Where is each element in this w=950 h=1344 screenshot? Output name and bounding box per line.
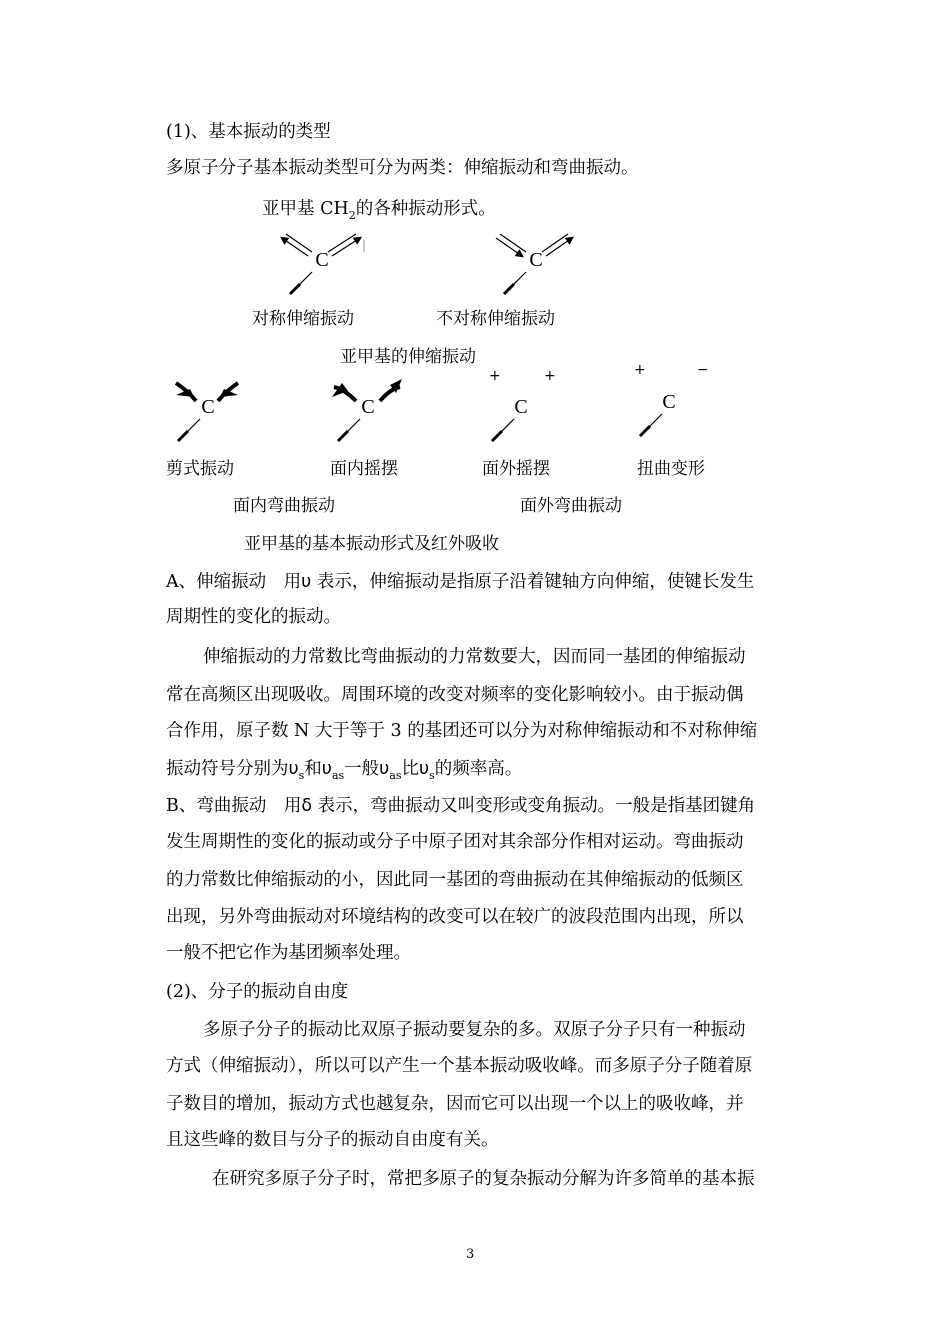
para2-line-2: 方式（伸缩振动），所以可以产生一个基本振动吸收峰。而多原子分子随着原 <box>166 1056 753 1076</box>
section-a-line-6: 振动符号分别为$\upsilon_s$和$\upsilon_{as}$一般$\upsilon_{as}$比$\upsilon_s$的频率高。 <box>166 759 523 782</box>
para2-line-4: 且这些峰的数目与分子的振动自由度有关。 <box>166 1130 499 1150</box>
section-a-text: 表示，伸缩振动是指原子沿着键轴方向伸缩，使键长发生 <box>311 572 755 592</box>
twist-sign-right: − <box>697 362 709 378</box>
twist-sign-left: + <box>634 362 646 378</box>
wag-sign-left: + <box>489 368 501 384</box>
caption-scissoring: 剪式振动 <box>166 459 234 479</box>
section-b-line-3: 的力常数比伸缩振动的小，因此同一基团的弯曲振动在其伸缩振动的低频区 <box>166 870 744 890</box>
para2-line-3: 子数目的增加，振动方式也越复杂，因而它可以出现一个以上的吸收峰，并 <box>166 1094 744 1114</box>
section-b-line-5: 一般不把它作为基团频率处理。 <box>166 943 411 963</box>
atom-label-c1: C <box>315 249 329 271</box>
scissoring-figure <box>166 375 246 447</box>
section-b-label: B、弯曲振动 用 <box>166 796 302 816</box>
rocking-figure <box>326 375 406 447</box>
intro-text: 多原子分子基本振动类型可分为两类：伸缩振动和弯曲振动。 <box>166 158 639 178</box>
wag-sign-right: + <box>544 368 556 384</box>
atom-label-c3: C <box>201 396 215 418</box>
section-b-text: 表示，弯曲振动又叫变形或变角振动。一般是指基团键角 <box>312 796 756 816</box>
caption-stretch-group: 亚甲基的伸缩振动 <box>340 347 476 367</box>
para2-line-1: 多原子分子的振动比双原子振动要复杂的多。双原子分子只有一种振动 <box>203 1020 746 1040</box>
caption-wagging: 面外摇摆 <box>482 459 550 479</box>
section-b-line-4: 出现，另外弯曲振动对环境结构的改变可以在较广的波段范围内出现，所以 <box>166 907 744 927</box>
para3-line-1: 在研究多原子分子时，常把多原子的复杂振动分解为许多简单的基本振 <box>212 1169 755 1189</box>
wagging-figure <box>486 375 546 447</box>
section-a-line-2: 周期性的变化的振动。 <box>166 607 341 627</box>
caption-out-of-plane-bending: 面外弯曲振动 <box>520 496 622 516</box>
caption-asymmetric-stretch: 不对称伸缩振动 <box>436 309 555 329</box>
caption-twisting: 扭曲变形 <box>637 459 705 479</box>
figure-title-sub: 2 <box>348 209 356 222</box>
atom-label-c6: C <box>662 391 676 413</box>
asymmetric-stretch-figure <box>486 228 586 300</box>
section-b-line-2: 发生周期性的变化的振动或分子中原子团对其余部分作相对运动。弯曲振动 <box>166 832 744 852</box>
atom-label-c4: C <box>361 396 375 418</box>
nu-symbol: υ <box>301 572 312 592</box>
atom-label-c2: C <box>529 249 543 271</box>
symmetric-stretch-figure <box>272 228 372 300</box>
figure-title-post: 的各种振动形式。 <box>355 199 496 219</box>
section-heading-1: (1)、基本振动的类型 <box>166 122 331 142</box>
section-a-line-3: 伸缩振动的力常数比弯曲振动的力常数要大，因而同一基团的伸缩振动 <box>203 647 746 667</box>
section-a-line-5: 合作用，原子数 N 大于等于 3 的基团还可以分为对称伸缩振动和不对称伸缩 <box>166 721 758 741</box>
section-b-line-1 <box>166 794 755 818</box>
caption-symmetric-stretch: 对称伸缩振动 <box>252 309 354 329</box>
section-a-label: A、伸缩振动 用 <box>166 572 302 592</box>
caption-in-plane-bending: 面内弯曲振动 <box>233 496 335 516</box>
figure-title-pre: 亚甲基 CH <box>262 199 349 219</box>
twisting-figure <box>634 370 694 442</box>
section-a-line-4: 常在高频区出现吸收。周围环境的改变对频率的变化影响较小。由于振动偶 <box>166 685 744 705</box>
section-heading-2: (2)、分子的振动自由度 <box>166 982 349 1002</box>
page-number: 3 <box>466 1247 475 1262</box>
atom-label-c5: C <box>514 396 528 418</box>
delta-symbol: δ <box>301 796 313 816</box>
figure-title <box>262 197 496 223</box>
section-a-line-1 <box>166 570 754 594</box>
figure-caption: 亚甲基的基本振动形式及红外吸收 <box>244 534 499 554</box>
caption-rocking: 面内摇摆 <box>330 459 398 479</box>
